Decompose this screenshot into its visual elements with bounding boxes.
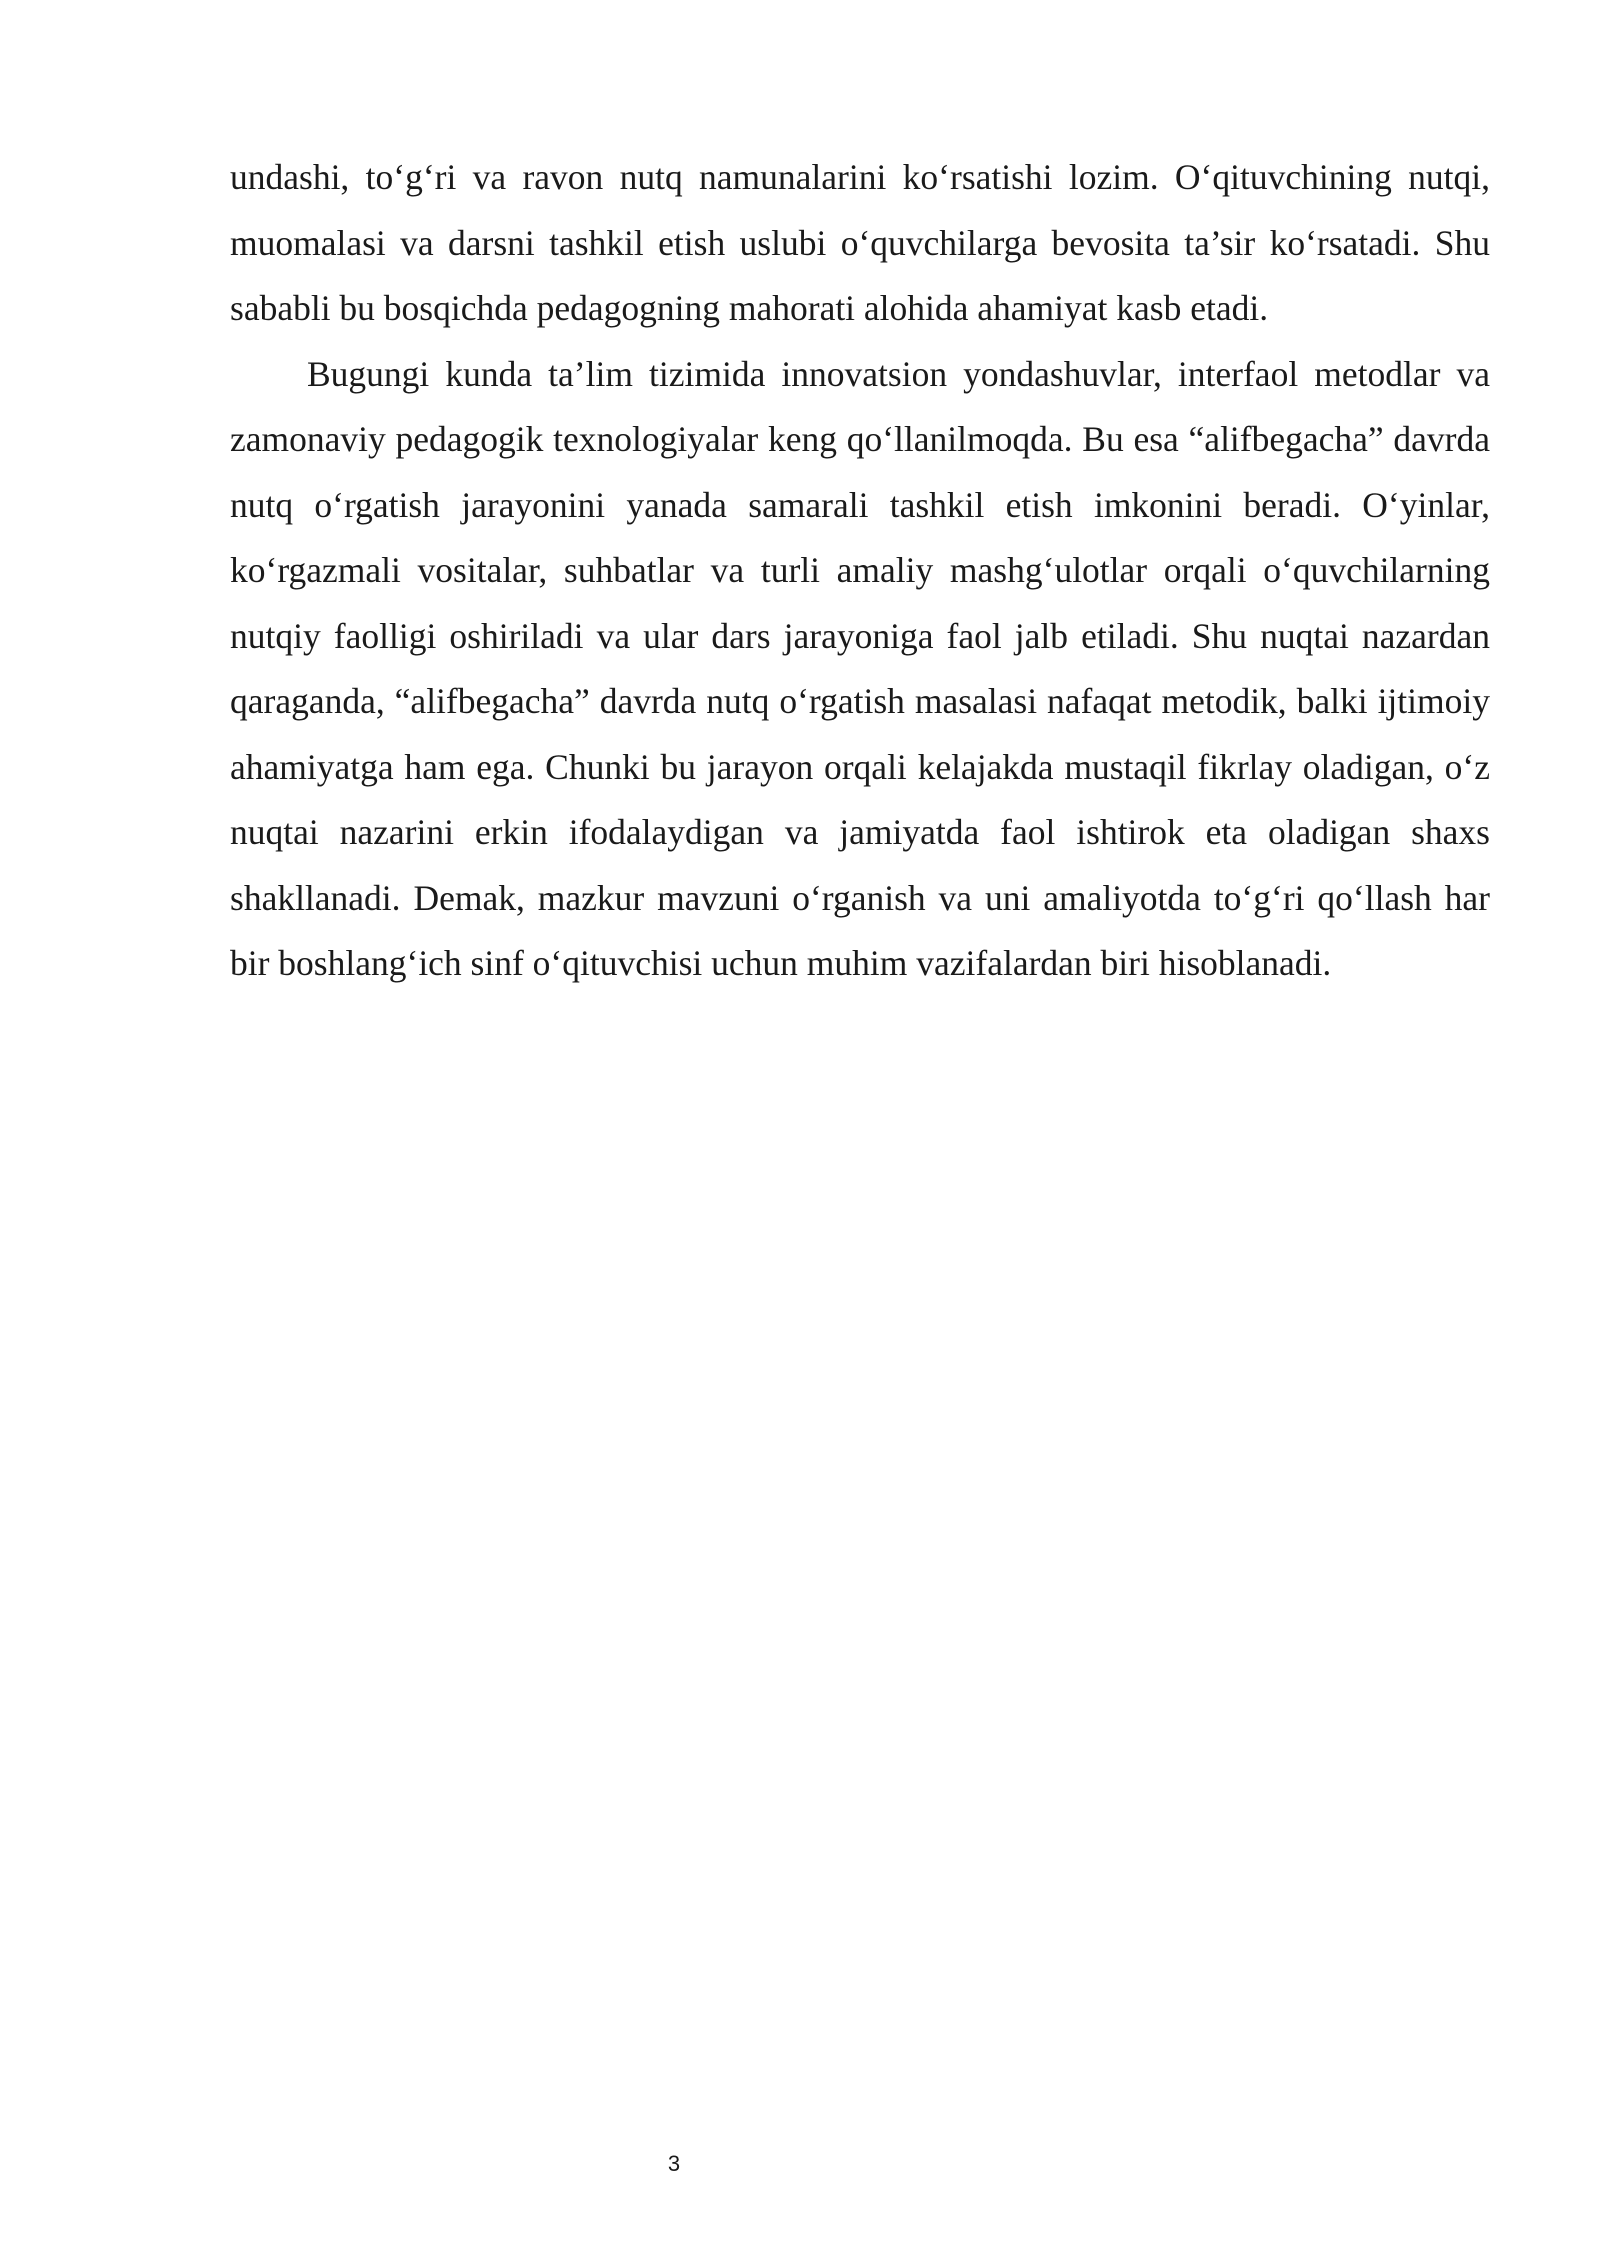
page-number: 3	[667, 2151, 681, 2176]
paragraph-continuation: undashi, to‘g‘ri va ravon nutq namunalarini ko‘rsatishi lozim. O‘qituvchining nutqi, muomalasi va darsni tashkil etish uslubi o‘quvchilarga bevosita ta’sir ko‘rsatadi. Shu sababli bu bosqichda pedagogning mahorati alohida ahamiyat kasb etadi.	[230, 157, 1490, 328]
paragraph-innovation: Bugungi kunda ta’lim tizimida innovatsion yondashuvlar, interfaol metodlar va zamonaviy pedagogik texnologiyalar keng qo‘llanilmoqda. Bu esa “alifbegacha” davrda nutq o‘rgatish jarayonini yanada samarali tashkil etish imkonini beradi. O‘yinlar, ko‘rgazmali vositalar, suhbatlar va turli amaliy mashg‘ulotlar orqali o‘quvchilarning nutqiy faolligi oshiriladi va ular dars jarayoniga faol jalb etiladi. Shu nuqtai nazardan qaraganda, “alifbegacha” davrda nutq o‘rgatish masalasi nafaqat metodik, balki ijtimoiy ahamiyatga ham ega. Chunki bu jarayon orqali kelajakda mustaqil fikrlay oladigan, o‘z nuqtai nazarini erkin ifodalaydigan va jamiyatda faol ishtirok eta oladigan shaxs shakllanadi. Demak, mazkur mavzuni o‘rganish va uni amaliyotda to‘g‘ri qo‘llash har bir boshlang‘ich sinf o‘qituvchisi uchun muhim vazifalardan biri hisoblanadi.	[230, 353, 1490, 983]
body-text	[230, 145, 1490, 997]
